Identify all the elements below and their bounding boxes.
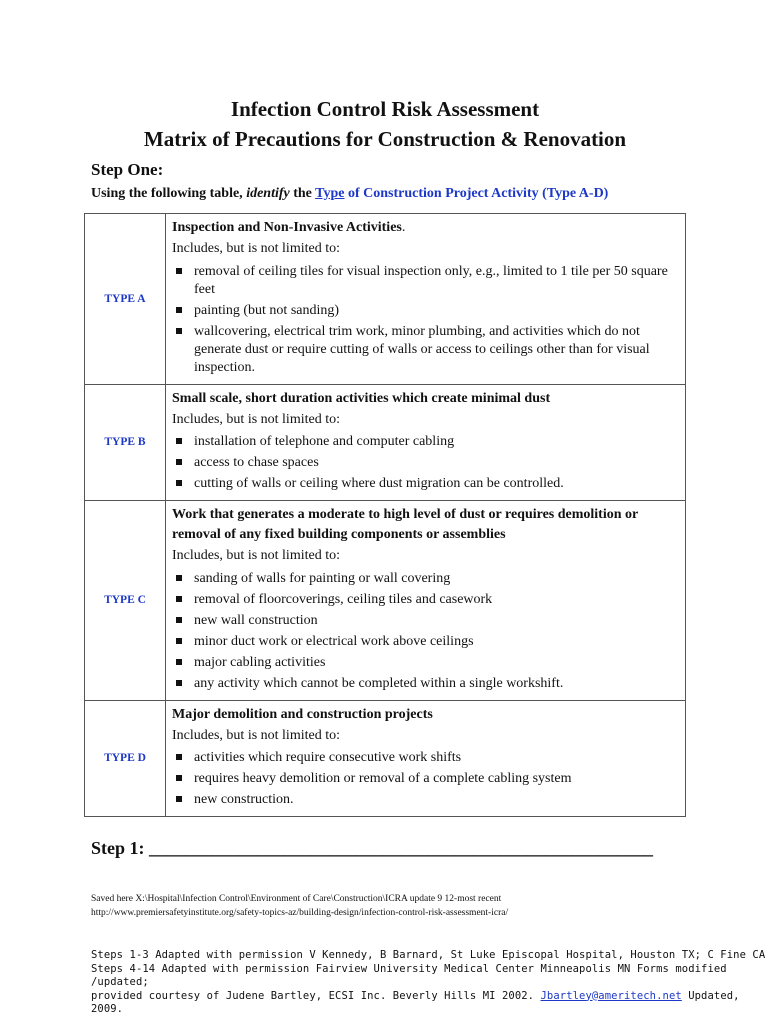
credits-line-3 [91, 990, 770, 1017]
saved-location [91, 893, 508, 920]
construction-type-matrix [84, 213, 686, 817]
list-item: new wall construction [172, 612, 677, 630]
type-row [85, 384, 686, 501]
type-title: Major demolition and construction projects [172, 706, 433, 722]
credits-line-3-suffix: Updated, 2009. [91, 989, 740, 1015]
list-item: wallcovering, electrical trim work, minor plumbing, and activities which do not generate dust or require cutting of walls or access to ceilings other than for visual inspection. [172, 323, 677, 377]
credits [91, 949, 770, 1017]
type-items [172, 263, 677, 377]
type-description [166, 501, 686, 701]
list-item: access to chase spaces [172, 454, 677, 472]
list-item: removal of ceiling tiles for visual inspection only, e.g., limited to 1 tile per 50 square feet [172, 263, 677, 299]
list-item: minor duct work or electrical work above ceilings [172, 633, 677, 651]
type-label: TYPE B [85, 384, 166, 501]
step1-label: Step 1: [91, 838, 145, 858]
type-label: TYPE A [85, 214, 166, 385]
type-row [85, 214, 686, 385]
title-line-2: Matrix of Precautions for Construction & Renovation [143, 127, 627, 151]
type-items [172, 433, 677, 493]
list-item: requires heavy demolition or removal of a complete cabling system [172, 770, 677, 788]
type-title: Small scale, short duration activities which create minimal dust [172, 390, 551, 406]
type-items [172, 749, 677, 809]
page-title [0, 94, 770, 154]
type-intro: Includes, but is not limited to: [172, 548, 340, 563]
list-item: activities which require consecutive work shifts [172, 749, 677, 767]
list-item: any activity which cannot be completed within a single workshift. [172, 675, 677, 693]
type-title-text: Inspection and Non-Invasive Activities [172, 220, 402, 235]
type-intro: Includes, but is not limited to: [172, 411, 340, 427]
list-item: major cabling activities [172, 654, 677, 672]
instruction-text-3: of Construction Project Activity (Type A-D) [344, 186, 609, 201]
saved-path: Saved here X:\Hospital\Infection Control\Environment of Care\Construction\ICRA update 9 12-most recent [91, 894, 502, 904]
credits-line-2: Steps 4-14 Adapted with permission Fairview University Medical Center Minneapolis MN Forms modified /updated; [91, 962, 727, 988]
step-one-heading: Step One: [91, 160, 164, 179]
list-item: painting (but not sanding) [172, 302, 677, 320]
instruction-text-2: the [289, 186, 316, 201]
type-row [85, 700, 686, 817]
credits-line-1: Steps 1-3 Adapted with permission V Kennedy, B Barnard, St Luke Episcopal Hospital, Houston TX; C Fine CA [91, 949, 766, 961]
type-description [166, 384, 686, 501]
type-description [166, 700, 686, 817]
email-link[interactable]: Jbartley@ameritech.net [540, 989, 682, 1002]
type-intro: Includes, but is not limited to: [172, 727, 340, 743]
credits-line-3-prefix: provided courtesy of Judene Bartley, ECSI Inc. Beverly Hills MI 2002. [91, 989, 541, 1002]
type-items [172, 570, 677, 693]
type-label: TYPE C [85, 501, 166, 701]
type-title [172, 218, 677, 238]
list-item: new construction. [172, 791, 677, 809]
step1-blank-field[interactable]: ________________________________________________________ [149, 838, 653, 858]
type-description [166, 214, 686, 385]
list-item: installation of telephone and computer cabling [172, 433, 677, 451]
type-label: TYPE D [85, 700, 166, 817]
type-link[interactable]: Type [315, 186, 345, 201]
title-line-1: Infection Control Risk Assessment [230, 97, 540, 121]
type-title-suffix: . [401, 220, 406, 235]
type-title: Work that generates a moderate to high level of dust or requires demolition or removal of any fixed building components or assemblies [172, 507, 638, 542]
type-intro: Includes, but is not limited to: [172, 241, 340, 256]
type-row [85, 501, 686, 701]
list-item: sanding of walls for painting or wall covering [172, 570, 677, 588]
step1-entry [91, 838, 653, 859]
instruction-italic: identify [246, 186, 290, 201]
saved-url: http://www.premiersafetyinstitute.org/safety-topics-az/building-design/infection-control-risk-assessment-icra/ [91, 907, 509, 918]
step-one-instruction [91, 186, 608, 202]
list-item: removal of floorcoverings, ceiling tiles and casework [172, 591, 677, 609]
list-item: cutting of walls or ceiling where dust migration can be controlled. [172, 475, 677, 493]
instruction-text-1: Using the following table, [91, 186, 247, 201]
